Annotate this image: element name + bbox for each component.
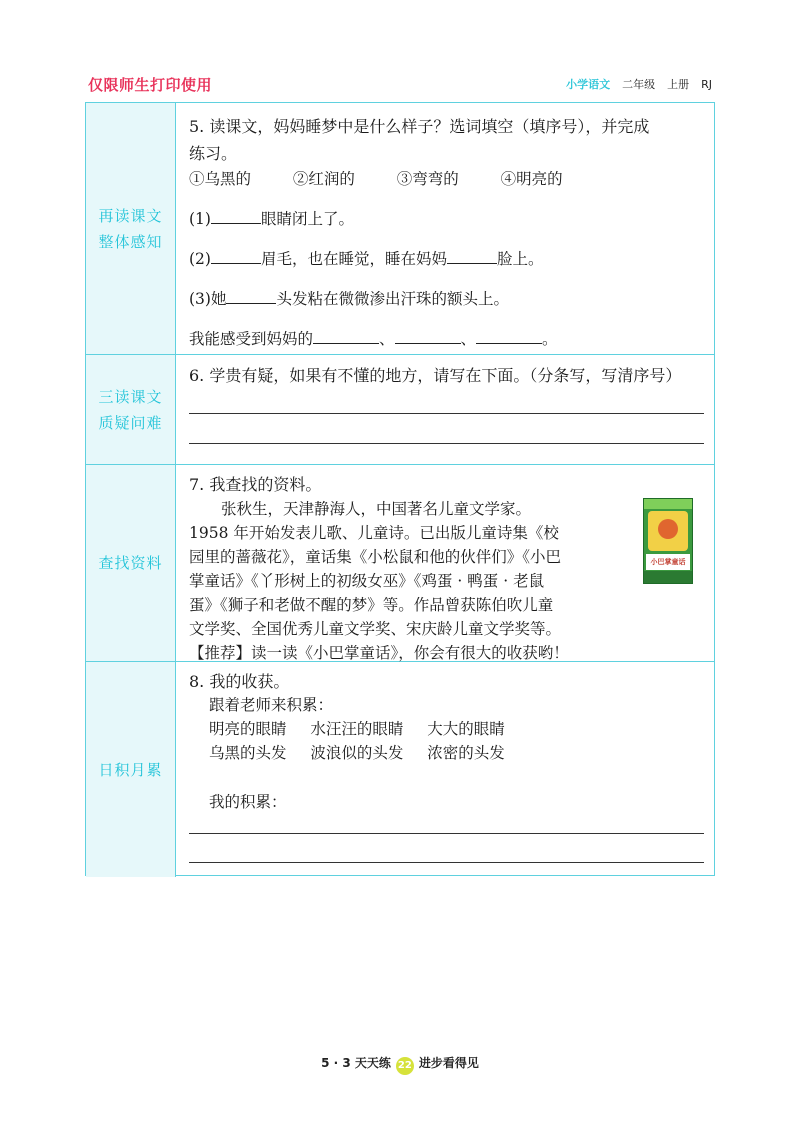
phrase: 水汪汪的眼睛 <box>310 720 404 738</box>
separator: 、 <box>379 330 395 348</box>
section-accumulation <box>86 662 714 877</box>
period: 。 <box>542 330 558 348</box>
section-content <box>189 103 704 354</box>
item-text: 脸上。 <box>496 250 544 268</box>
phrase: 明亮的眼睛 <box>209 720 287 738</box>
question-6: 6. 学贵有疑，如果有不懂的地方，请写在下面。（分条写，写清序号） <box>189 366 682 385</box>
answer-blank[interactable] <box>211 262 261 264</box>
worksheet-table <box>85 102 715 876</box>
item-text: 头发粘在微微渗出汗珠的额头上。 <box>276 290 509 308</box>
question-7: 7. 我查找的资料。 <box>189 475 322 494</box>
recommendation: 【推荐】读一读《小巴掌童话》，你会有很大的收获哟！ <box>189 644 569 662</box>
phrase-row <box>209 741 505 763</box>
subject-label: 小学语文 <box>566 78 611 91</box>
item-text: 我能感受到妈妈的 <box>189 330 314 348</box>
footer-slogan: 进步看得见 <box>418 1056 479 1070</box>
section-content <box>189 465 704 661</box>
question-5-cont: 练习。 <box>189 144 238 163</box>
section-label <box>86 355 176 464</box>
item-number: (2) <box>189 250 211 268</box>
item-text: 眉毛，也在睡觉，睡在妈妈 <box>260 250 447 268</box>
item-number: (1) <box>189 210 211 228</box>
book-title: 小巴掌童话 <box>646 554 690 570</box>
item-number: (3)她 <box>189 290 227 308</box>
fill-item-3 <box>189 287 509 309</box>
answer-blank[interactable] <box>226 302 276 304</box>
page-number: 22 <box>396 1057 414 1075</box>
section-label <box>86 662 176 877</box>
footer-brand: 5 · 3 天天练 <box>321 1056 391 1070</box>
answer-blank[interactable] <box>395 342 461 344</box>
question-5: 5. 读课文，妈妈睡梦中是什么样子？选词填空（填序号），并完成 <box>189 117 650 136</box>
phrase: 乌黑的头发 <box>209 744 287 762</box>
fill-item-1 <box>189 207 354 229</box>
section-label <box>86 103 176 354</box>
fill-item-2 <box>189 247 544 269</box>
grade-label: 二年级 <box>622 78 656 91</box>
word-options <box>189 167 563 189</box>
section-question-raising <box>86 355 714 465</box>
author-bio-line: 文学奖、全国优秀儿童文学奖、宋庆龄儿童文学奖等。 <box>189 620 562 638</box>
print-notice: 仅限师生打印使用 <box>88 76 213 94</box>
option: ②红润的 <box>292 170 355 188</box>
answer-blank[interactable] <box>447 262 497 264</box>
writing-line[interactable] <box>189 833 704 834</box>
writing-line[interactable] <box>189 443 704 444</box>
answer-blank[interactable] <box>476 342 542 344</box>
separator: 、 <box>460 330 477 348</box>
edition-label: RJ <box>701 78 712 91</box>
author-bio-line: 掌童话》《丫形树上的初级女巫》《鸡蛋 · 鸭蛋 · 老鼠 <box>189 572 545 590</box>
my-accumulation-label: 我的积累： <box>209 793 287 811</box>
writing-line[interactable] <box>189 413 704 414</box>
option: ①乌黑的 <box>189 170 252 188</box>
book-info <box>566 76 712 92</box>
section-reread-overall <box>86 103 714 355</box>
author-bio-line: 张秋生，天津静海人，中国著名儿童文学家。 <box>221 500 532 518</box>
section-content <box>189 662 704 877</box>
writing-line[interactable] <box>189 862 704 863</box>
label-line: 查找资料 <box>98 554 163 572</box>
label-line: 三读课文 <box>98 387 163 406</box>
phrase-row <box>209 717 505 739</box>
book-cover-image <box>643 498 693 584</box>
answer-blank[interactable] <box>313 342 379 344</box>
answer-blank[interactable] <box>211 222 261 224</box>
label-line: 再读课文 <box>98 206 163 225</box>
item-text: 眼睛闭上了。 <box>260 210 354 228</box>
author-bio-line: 蛋》《狮子和老做不醒的梦》等。作品曾获陈伯吹儿童 <box>189 596 554 614</box>
author-bio-line: 1958 年开始发表儿歌、儿童诗。已出版儿童诗集《校 <box>189 524 559 542</box>
label-line: 日积月累 <box>98 760 163 779</box>
volume-label: 上册 <box>667 78 690 91</box>
phrase: 波浪似的头发 <box>310 744 404 762</box>
option: ③弯弯的 <box>396 170 459 188</box>
phrase: 浓密的头发 <box>427 744 505 762</box>
section-label <box>86 465 176 661</box>
question-8: 8. 我的收获。 <box>189 672 290 691</box>
author-bio-line: 园里的蔷薇花》，童话集《小松鼠和他的伙伴们》《小巴 <box>189 548 562 566</box>
feeling-line <box>189 327 558 349</box>
page-footer <box>0 1054 800 1075</box>
label-line: 整体感知 <box>98 232 163 251</box>
phrase: 大大的眼睛 <box>427 720 505 738</box>
option: ④明亮的 <box>500 170 563 188</box>
section-content <box>189 355 704 464</box>
accumulation-intro: 跟着老师来积累： <box>209 696 334 714</box>
section-research <box>86 465 714 662</box>
label-line: 质疑问难 <box>98 413 163 432</box>
